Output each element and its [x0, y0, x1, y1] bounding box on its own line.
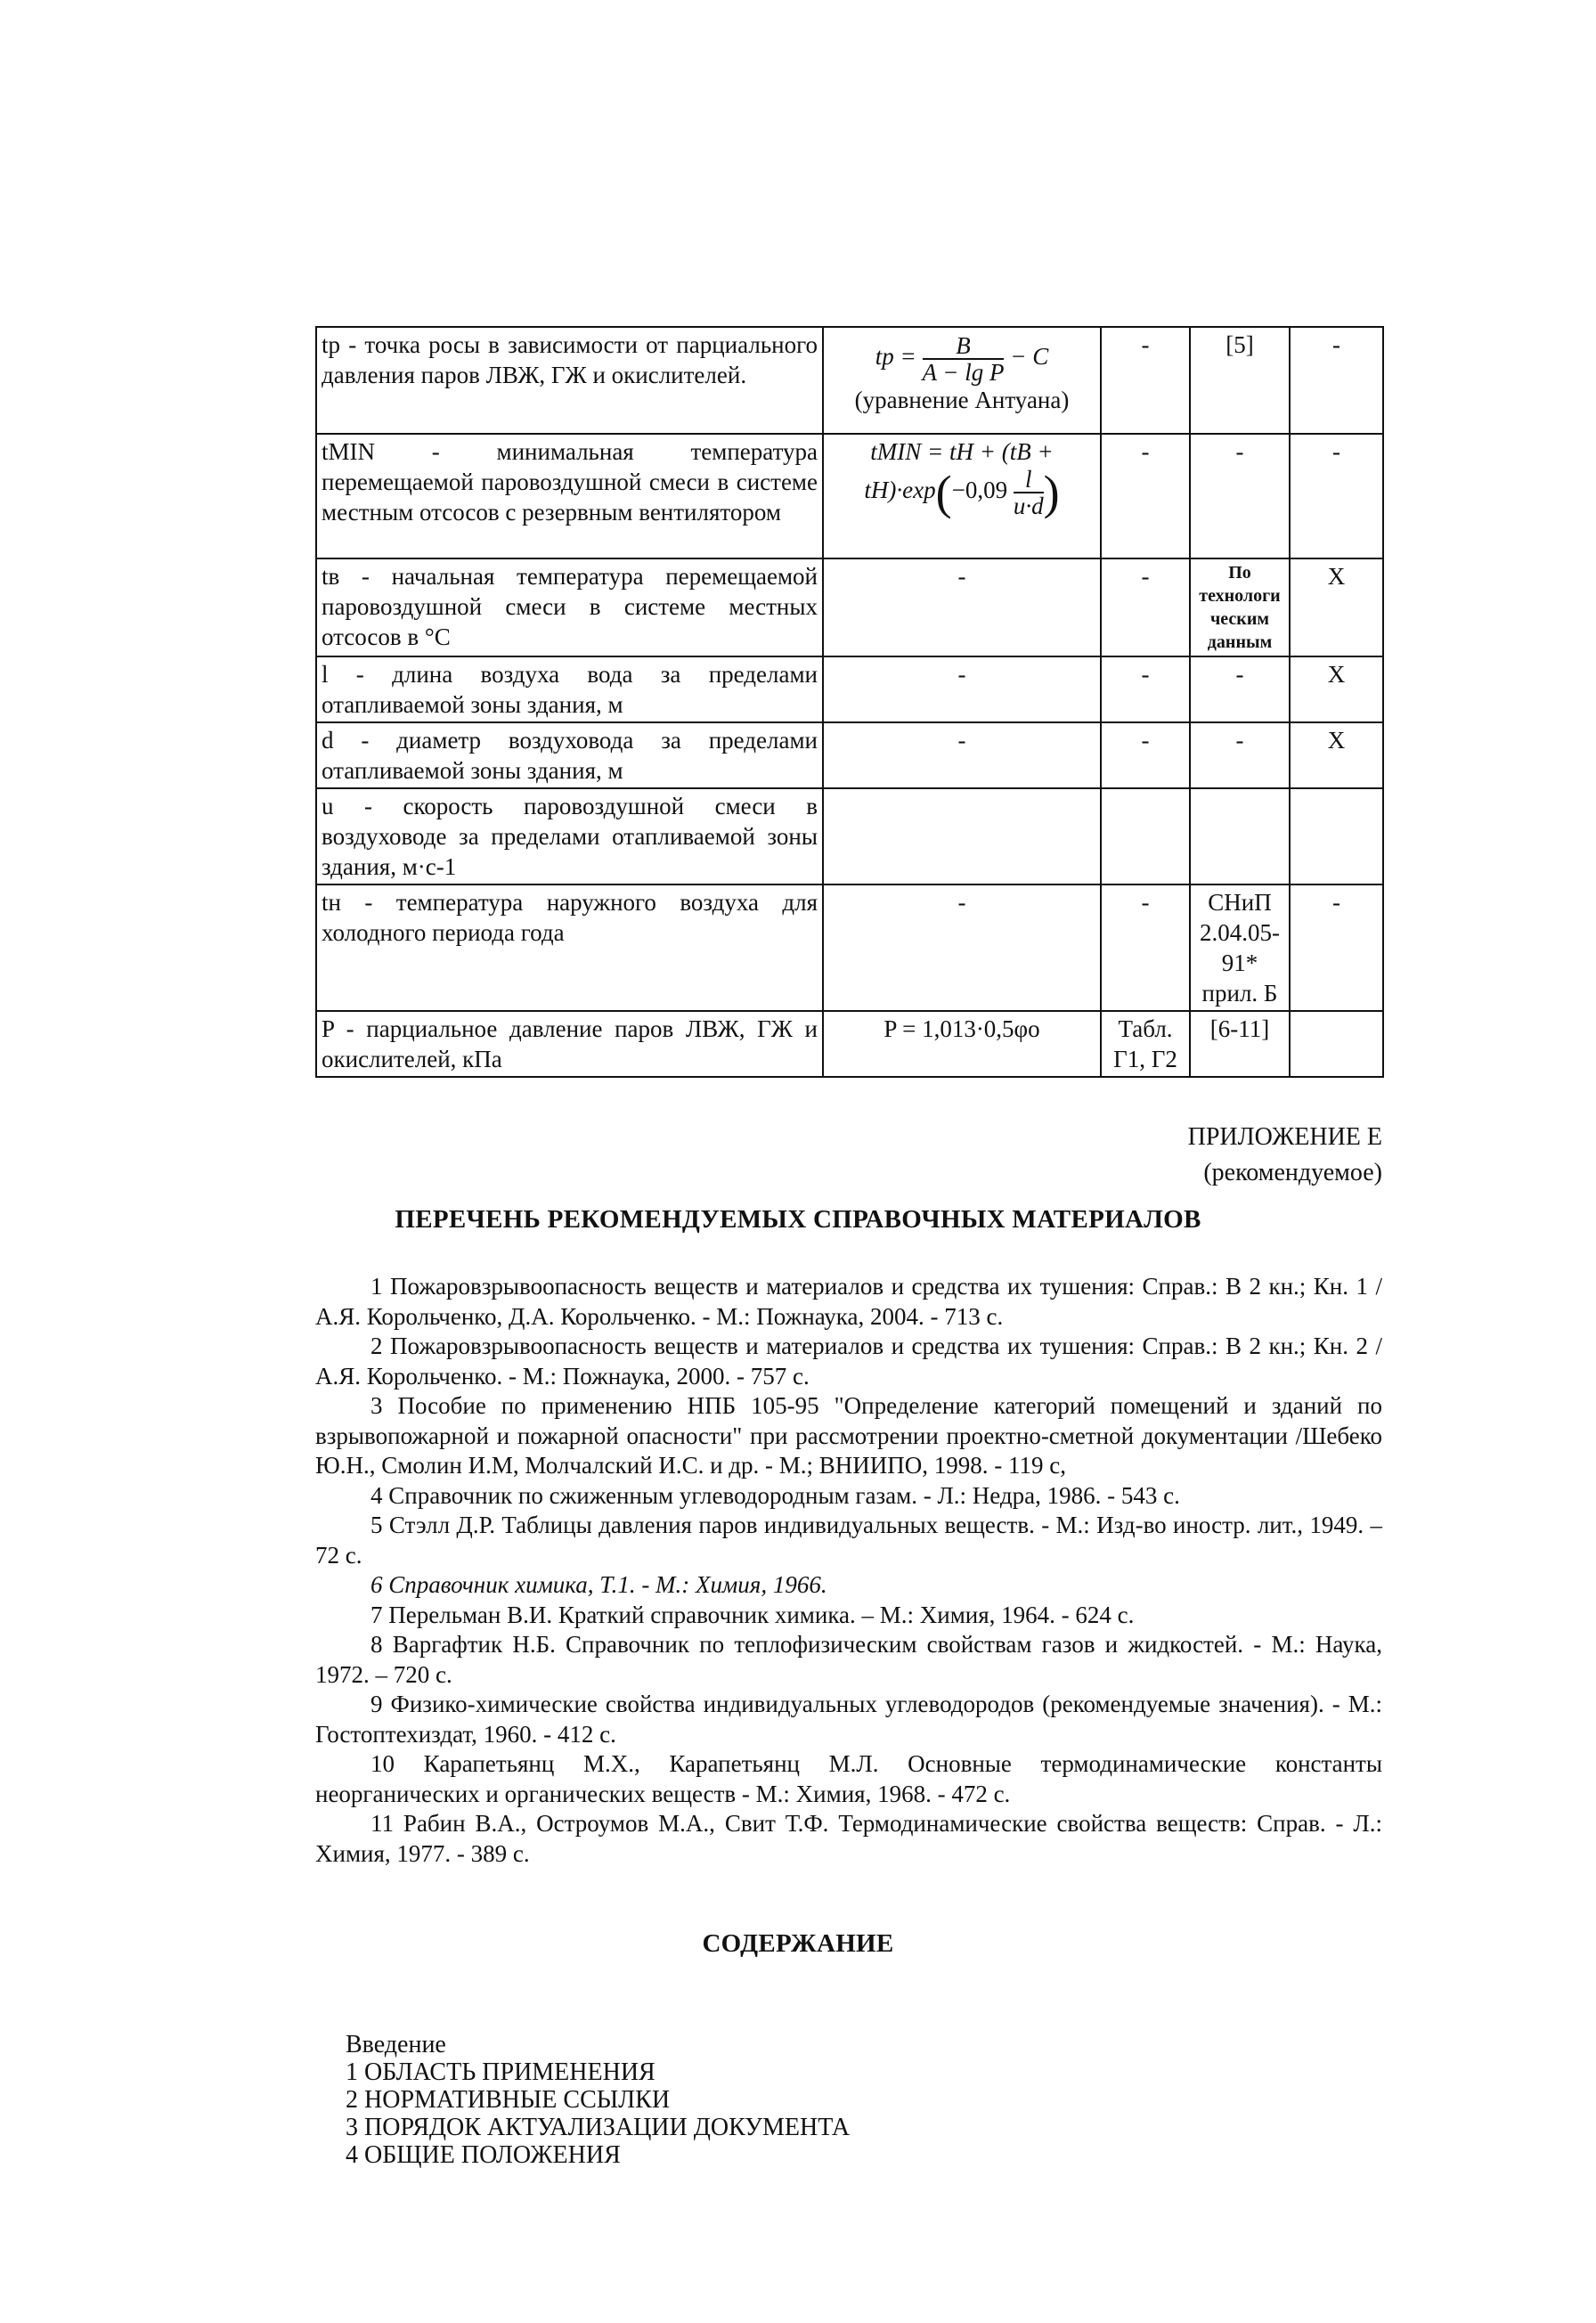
table-cell [1290, 788, 1383, 884]
reference-item: 4 Справочник по сжиженным углеводородным газам. - Л.: Недра, 1986. - 543 с. [370, 1481, 1180, 1509]
table-cell: Х [1290, 722, 1383, 788]
contents-item: 2 НОРМАТИВНЫЕ ССЫЛКИ [346, 2086, 671, 2114]
table-cell: - [1101, 558, 1190, 656]
formula-coefficient: −0,09 [951, 477, 1008, 504]
table-row [316, 558, 1383, 656]
table-row [316, 1011, 1383, 1077]
reference-item: 1 Пожаровзрывоопасность веществ и материалов и средства их тушения: Справ.: В 2 кн.; Кн. 1 /А.Я. Корольченко, Д.А. Корольченко. - М.: Пожнаука, 2004. - 713 с. [315, 1273, 1382, 1330]
table-row [316, 722, 1383, 788]
param-description: d - диаметр воздуховода за пределами отапливаемой зоны здания, м [316, 722, 823, 788]
source-cell: По технологи ческим данным [1190, 558, 1290, 656]
formula-cell: - [823, 884, 1101, 1011]
reference-item: 10 Карапетьянц М.Х., Карапетьянц М.Л. Основные термодинамические константы неорганических и органических веществ - М.: Химия, 1968. - 472 с. [315, 1750, 1382, 1807]
reference-item: 5 Стэлл Д.Р. Таблицы давления паров индивидуальных веществ. - М.: Изд-во иностр. лит., 1949. – 72 с. [315, 1512, 1382, 1569]
table-cell: Х [1290, 656, 1383, 722]
formula-note: (уравнение Антуана) [854, 387, 1070, 413]
table-cell: - [1101, 656, 1190, 722]
param-description: tMIN - минимальная температура перемещаемой паровоздушной смеси в системе местным отсосов с резервным вентилятором [316, 434, 823, 558]
formula-cell: - [823, 558, 1101, 656]
reference-item: 2 Пожаровзрывоопасность веществ и материалов и средства их тушения: Справ.: В 2 кн.; Кн. 2 /А.Я. Корольченко. - М.: Пожнаука, 2000. - 757 с. [315, 1333, 1382, 1390]
references-list [315, 1272, 1382, 1869]
table-cell: - [1101, 884, 1190, 1011]
formula-line: tMIN = tН + (tВ + [870, 438, 1054, 465]
formula-cell [823, 434, 1101, 558]
source-cell: - [1190, 656, 1290, 722]
formula-fraction [1014, 467, 1044, 518]
table-row [316, 434, 1383, 558]
contents-title: СОДЕРЖАНИЕ [702, 1929, 894, 1958]
contents-list [346, 2031, 850, 2169]
table-cell [1101, 788, 1190, 884]
source-cell: СНиП 2.04.05-91* прил. Б [1190, 884, 1290, 1011]
param-description: tн - температура наружного воздуха для холодного периода года [316, 884, 823, 1011]
left-paren: ( [935, 466, 952, 519]
reference-item: 9 Физико-химические свойства индивидуальных углеводородов (рекомендуемые значения). - М.: Гостоптехиздат, 1960. - 412 с. [315, 1691, 1382, 1748]
formula-cell [823, 788, 1101, 884]
formula-numerator: l [1014, 467, 1044, 493]
table-cell: - [1101, 434, 1190, 558]
right-paren: ) [1043, 466, 1060, 519]
formula-fraction [923, 333, 1005, 385]
table-row [316, 788, 1383, 884]
param-description: l - длина воздуха вода за пределами отапливаемой зоны здания, м [316, 656, 823, 722]
parameters-table [315, 326, 1384, 1078]
table-row [316, 656, 1383, 722]
reference-item: 6 Справочник химика, Т.1. - М.: Химия, 1966. [370, 1571, 827, 1598]
reference-item: 11 Рабин В.А., Остроумов М.А., Свит Т.Ф. Термодинамические свойства веществ: Справ. - Л.: Химия, 1977. - 389 с. [315, 1810, 1382, 1867]
source-cell: - [1190, 722, 1290, 788]
formula-denominator: A − lg P [922, 359, 1005, 386]
appendix-header [1188, 1120, 1382, 1191]
param-description: u - скорость паровоздушной смеси в воздуховоде за пределами отапливаемой зоны здания, м·с-1 [316, 788, 823, 884]
formula-cell: - [823, 722, 1101, 788]
contents-item: 3 ПОРЯДОК АКТУАЛИЗАЦИИ ДОКУМЕНТА [346, 2114, 851, 2141]
reference-item: 3 Пособие по применению НПБ 105-95 "Определение категорий помещений и зданий по взрывопожарной и пожарной опасности" при рассмотрении проектно-сметной документации /Шебеко Ю.Н., Смолин И.М, Молчалский И.С. и др. - М.; ВНИИПО, 1998. - 119 с, [315, 1392, 1382, 1479]
appendix-status: (рекомендуемое) [1203, 1159, 1382, 1186]
contents-item: 4 ОБЩИЕ ПОЛОЖЕНИЯ [346, 2141, 621, 2169]
param-description: tв - начальная температура перемещаемой паровоздушной смеси в системе местных отсосов в °С [316, 558, 823, 656]
table-cell: - [1101, 327, 1190, 434]
table-cell: - [1101, 722, 1190, 788]
contents-item: 1 ОБЛАСТЬ ПРИМЕНЕНИЯ [346, 2058, 656, 2086]
param-description: tр - точка росы в зависимости от парциального давления паров ЛВЖ, ГЖ и окислителей. [316, 327, 823, 434]
references-title: ПЕРЕЧЕНЬ РЕКОМЕНДУЕМЫХ СПРАВОЧНЫХ МАТЕРИАЛОВ [395, 1205, 1201, 1234]
table-cell: - [1290, 434, 1383, 558]
source-cell: [6-11] [1190, 1011, 1290, 1077]
table-cell [1290, 1011, 1383, 1077]
source-cell [1190, 788, 1290, 884]
table-cell: - [1290, 327, 1383, 434]
formula-prefix: tН)·exp [864, 477, 936, 504]
formula-denominator: u·d [1013, 493, 1044, 519]
formula-cell: - [823, 656, 1101, 722]
source-cell: [5] [1190, 327, 1290, 434]
param-description: P - парциальное давление паров ЛВЖ, ГЖ и окислителей, кПа [316, 1011, 823, 1077]
appendix-label: ПРИЛОЖЕНИЕ Е [1187, 1123, 1382, 1151]
formula-cell [823, 327, 1101, 434]
table-cell: Х [1290, 558, 1383, 656]
contents-item: Введение [346, 2031, 446, 2058]
table-cell: - [1290, 884, 1383, 1011]
table-row [316, 884, 1383, 1011]
source-cell: - [1190, 434, 1290, 558]
reference-item: 7 Перельман В.И. Краткий справочник химика. – М.: Химия, 1964. - 624 с. [370, 1601, 1135, 1628]
table-cell: Табл. Г1, Г2 [1101, 1011, 1190, 1077]
formula-lhs: tр = [875, 343, 916, 371]
formula-numerator: B [923, 333, 1005, 360]
formula-cell: P = 1,013·0,5φо [823, 1011, 1101, 1077]
reference-item: 8 Варгафтик Н.Б. Справочник по теплофизическим свойствам газов и жидкостей. - М.: Наука, 1972. – 720 с. [315, 1631, 1382, 1688]
formula-constant: − C [1010, 343, 1049, 371]
table-row [316, 327, 1383, 434]
